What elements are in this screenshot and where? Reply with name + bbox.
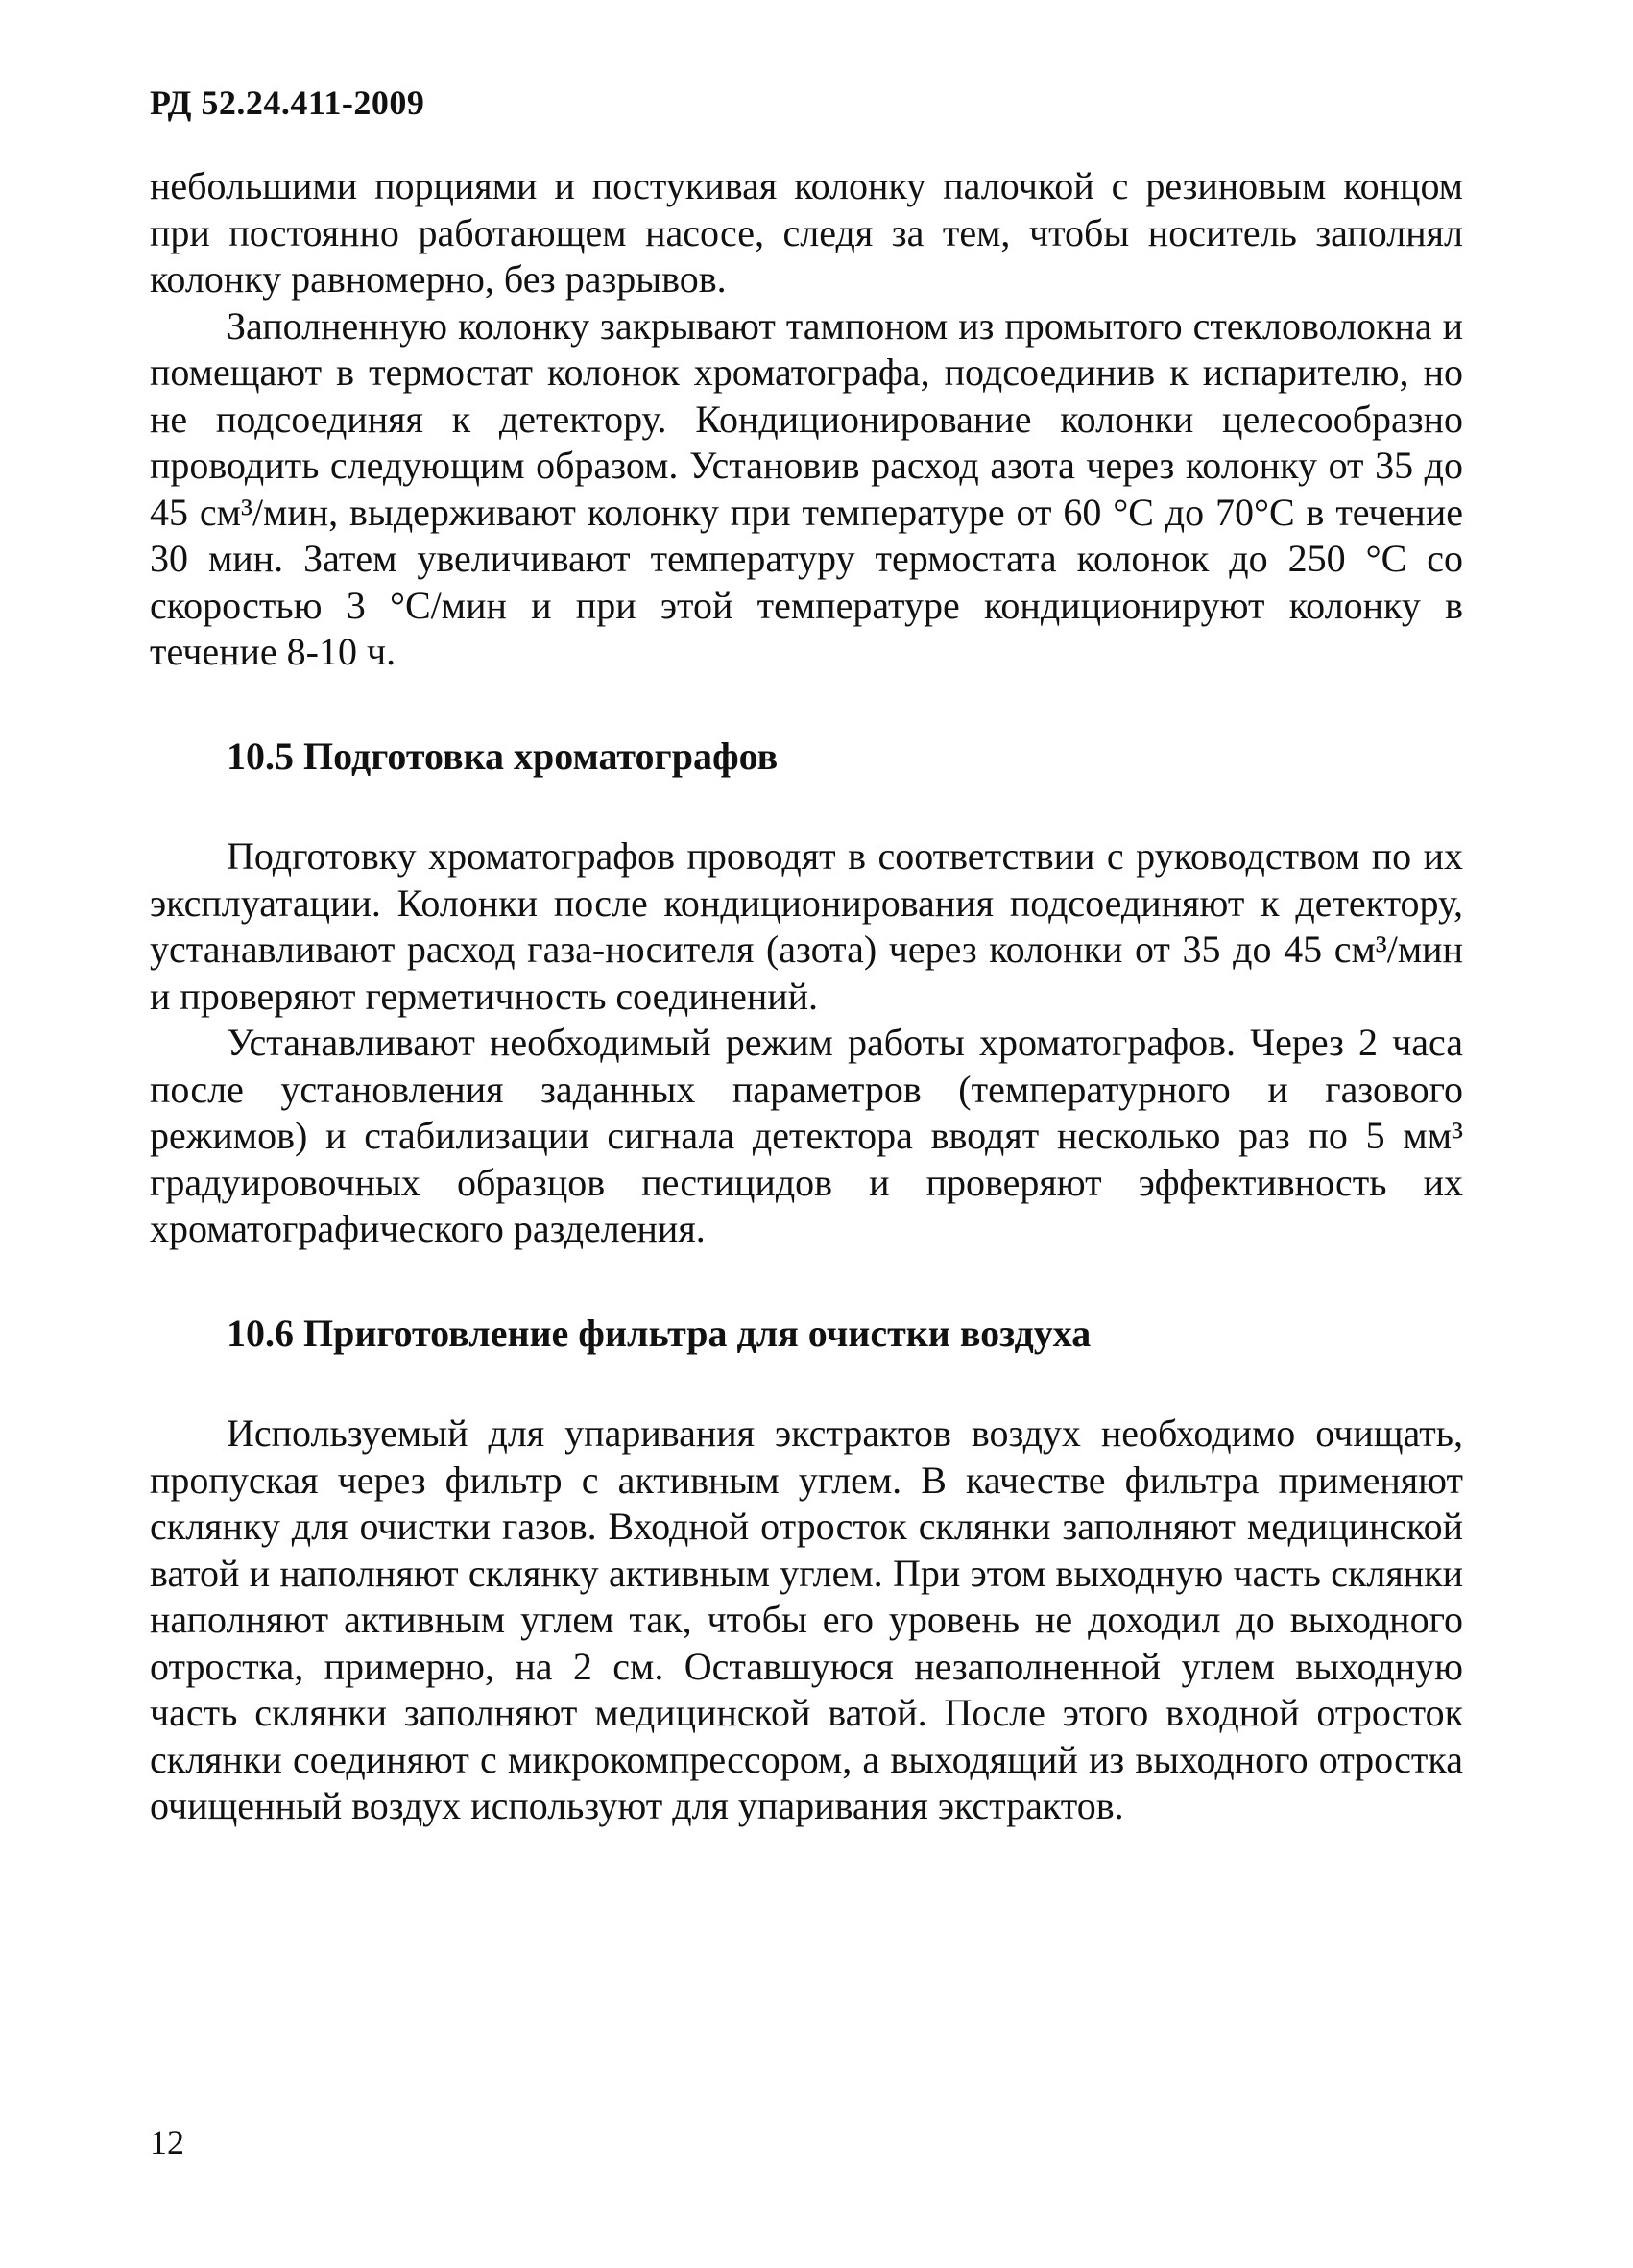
paragraph-10-6-filter: Используемый для упаривания экстрактов воздух необходимо очищать, пропуская через фильтр с активным углем. В качестве фильтра применяют склянку для очистки газов. Входной отросток склянки заполняют медицинской ватой и наполняют склянку активным углем. При этом выходную часть склянки наполняют активным углем так, чтобы его уровень не доходил до выходного отростка, примерно, на 2 см. Оставшуюся незаполненной углем выходную часть склянки заполняют медицинской ватой. После этого входной отросток склянки соединяют с микрокомпрессором, а выходящий из выходного отростка очищенный воздух используют для упаривания экстрактов. bbox=[150, 1411, 1463, 1827]
document-body bbox=[150, 163, 1463, 1830]
paragraph-10-5-preparation: Подготовку хроматографов проводят в соответствии с руководством по их эксплуатации. Колонки после кондиционирования подсоединяют к детектору, устанавливают расход газа-носителя (азота) через колонки от 35 до 45 см³/мин и проверяют герметичность соединений. bbox=[150, 834, 1463, 1018]
paragraph-column-conditioning: Заполненную колонку закрывают тампоном из промытого стекловолокна и помещают в термостат колонок хроматографа, подсоединив к испарителю, но не подсоединяя к детектору. Кондиционирование колонки целесообразно проводить следующим образом. Установив расход азота через колонку от 35 до 45 см³/мин, выдерживают колонку при температуре от 60 °С до 70°С в течение 30 мин. Затем увеличивают температуру термостата колонок до 250 °С со скоростью 3 °С/мин и при этой температуре кондиционируют колонку в течение 8-10 ч. bbox=[150, 303, 1463, 673]
paragraph-continuation: небольшими порциями и постукивая колонку палочкой с резиновым концом при постоянно работающем насосе, следя за тем, чтобы носитель заполнял колонку равномерно, без разрывов. bbox=[150, 164, 1463, 301]
section-heading-10-5: 10.5 Подготовка хроматографов bbox=[227, 734, 779, 778]
document-code-header: РД 52.24.411-2009 bbox=[150, 84, 425, 122]
paragraph-10-5-mode: Устанавливают необходимый режим работы хроматографов. Через 2 часа после установления заданных параметров (температурного и газового режимов) и стабилизации сигнала детектора вводят несколько раз по 5 мм³ градуировочных образцов пестицидов и проверяют эффективность их хроматографического разделения. bbox=[150, 1021, 1463, 1250]
page-number: 12 bbox=[150, 2123, 184, 2161]
section-heading-10-6: 10.6 Приготовление фильтра для очистки воздуха bbox=[227, 1311, 1092, 1355]
